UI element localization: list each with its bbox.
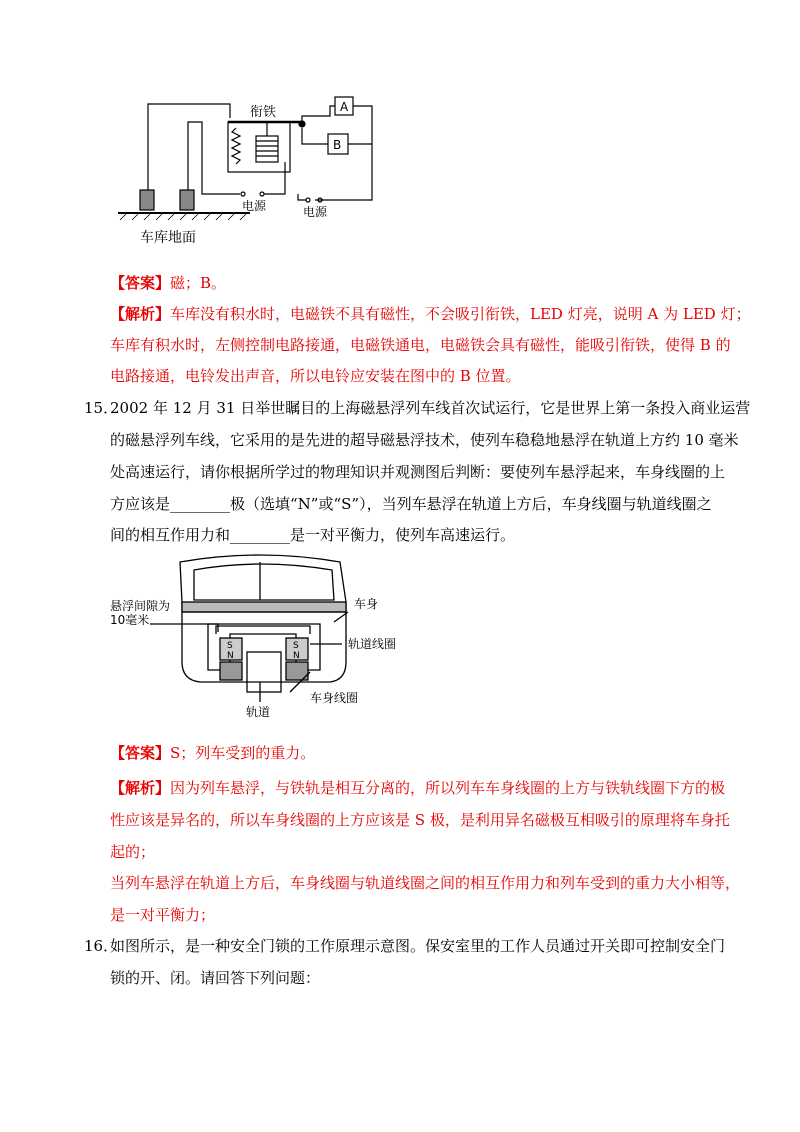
q15-question-line: 的磁悬浮列车线，它采用的是先进的超导磁悬浮技术，使列车稳稳地悬浮在轨道上方约 10 毫米 [110,431,739,449]
question-number: 15． [84,399,119,417]
n-pole-right: N [293,651,300,661]
q15-question-line: 间的相互作用力和________是一对平衡力，使列车高速运行。 [110,526,516,544]
q16-question: 16． 如图所示，是一种安全门锁的工作原理示意图。保安室里的工作人员通过开关即可控制安全门 [84,937,726,955]
q15-question-line: 处高速运行，请你根据所学过的物理知识并观测图后判断：要使列车悬浮起来，车身线圈的上 [110,463,726,481]
q15-analysis-line: 是一对平衡力； [110,906,216,924]
s-pole-right: S [293,641,299,651]
box-b-label: B [333,138,342,152]
gap-label-2: 10毫米 [110,613,150,627]
ground-label: 车库地面 [140,230,196,246]
q16-question-line: 锁的开、闭。请回答下列问题： [110,969,321,987]
n-pole-left: N [227,651,234,661]
armature-label: 衔铁 [250,105,277,120]
q14-analysis-line: 车库有积水时，左侧控制电路接通，电磁铁通电，电磁铁会具有磁性，能吸引衔铁，使得 B 的 [110,336,731,354]
power-label-2: 电源 [303,205,328,219]
q15-analysis-line: 当列车悬浮在轨道上方后，车身线圈与轨道线圈之间的相互作用力和列车受到的重力大小相等， [110,874,741,892]
s-pole-left: S [227,641,233,651]
q15-answer: 【答案】S；列车受到的重力。 [110,744,316,762]
track-label: 轨道 [246,705,271,719]
track-coil-label: 轨道线圈 [348,637,397,651]
q15-question-line: 方应该是________极（选填“N”或“S”），当列车悬浮在轨道上方后，车身线圈与轨道线圈之 [110,495,712,513]
q15-analysis-line: 性应该是异名的，所以车身线圈的上方应该是 S 极，是利用异名磁极互相吸引的原理将车身托 [110,811,730,829]
q15-analysis-line: 起的； [110,843,156,861]
q15-analysis-line: 【解析】因为列车悬浮，与铁轨是相互分离的，所以列车车身线圈的上方与铁轨线圈下方的极 [110,779,726,797]
maglev-train-diagram [110,552,410,724]
question-number: 16． [84,937,119,955]
q14-analysis-line: 【解析】车库没有积水时，电磁铁不具有磁性，不会吸引衔铁，LED 灯亮，说明 A 为 LED 灯； [110,305,751,323]
body-coil-label: 车身线圈 [310,691,359,705]
q14-answer: 【答案】磁；B。 [110,274,227,292]
water-alarm-circuit-diagram [110,92,390,252]
gap-label-1: 悬浮间隙为 [110,599,171,613]
power-label-1: 电源 [242,199,267,213]
box-a-label: A [340,100,349,114]
body-label: 车身 [354,597,379,611]
q14-analysis-line: 电路接通，电铃发出声音，所以电铃应安装在图中的 B 位置。 [110,367,521,385]
q15-question: 15． 2002 年 12 月 31 日举世瞩目的上海磁悬浮列车线首次试运行，它是世界上第一条投入商业运营 [84,399,751,417]
